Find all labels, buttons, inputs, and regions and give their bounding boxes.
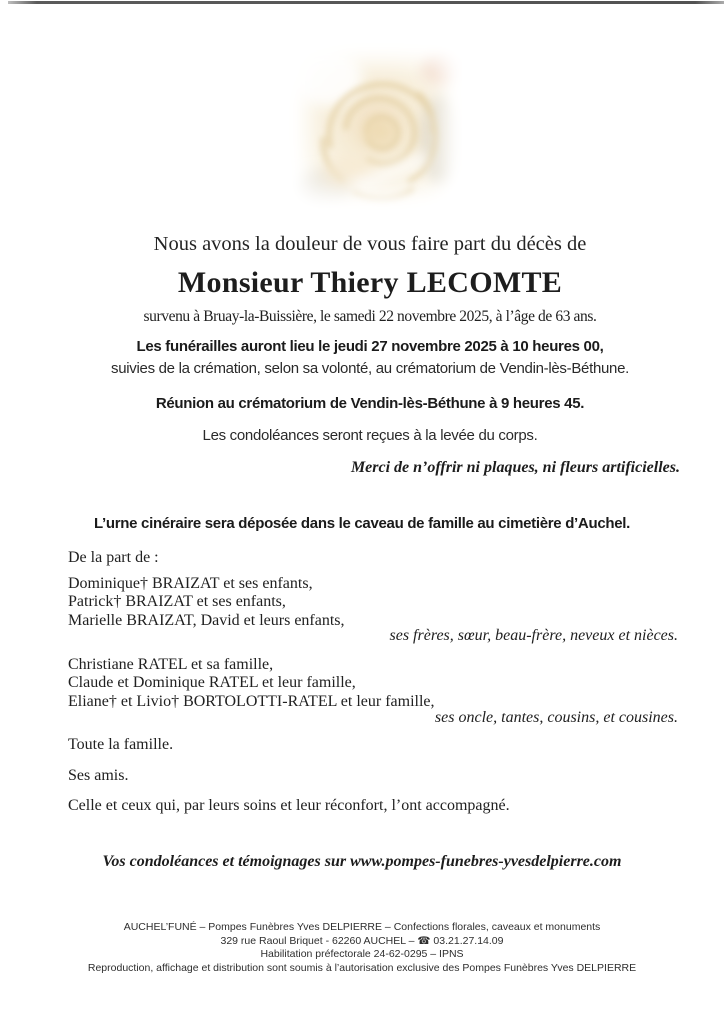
announcement-intro: Nous avons la douleur de vous faire part du décès de [153,233,587,255]
no-flowers-line: Merci de n’offrir ni plaques, ni fleurs artificielles. [350,459,680,476]
from-label: De la part de : [68,549,159,566]
footer-reproduction-line: Reproduction, affichage et distribution sont soumis à l’autorisation exclusive des Pompes Funèbres Yves DELPIERRE [87,962,637,975]
family-member-line: Dominique† BRAIZAT et ses enfants, [68,575,313,592]
death-details: survenu à Bruay-la-Buissière, le samedi 22 novembre 2025, à l’âge de 63 ans. [143,308,597,325]
family-group-siblings [68,575,345,630]
footer-phone-number: 03.21.27.14.09 [430,934,504,947]
family-member-line: Christiane RATEL et sa famille, [68,656,274,673]
family-member-line: Claude et Dominique RATEL et leur famille, [68,674,356,692]
family-member-line: Eliane† et Livio† BORTOLOTTI-RATEL et leur famille, [68,692,435,710]
footer-company-line: AUCHEL’FUNÉ – Pompes Funèbres Yves DELPIERRE – Confections florales, caveaux et monuments [123,921,601,933]
family-member-line: Patrick† BRAIZAT et ses enfants, [68,593,286,611]
footer-address-line [0,935,724,949]
meeting-line: Réunion au crématorium de Vendin-lès-Béthune à 9 heures 45. [155,395,585,412]
phone-icon: ☎ [417,934,431,947]
caregivers-line: Celle et ceux qui, par leurs soins et leur réconfort, l’ont accompagné. [68,797,510,814]
footer-address-text: 329 rue Raoul Briquet - 62260 AUCHEL – [220,934,418,947]
urn-line: L’urne cinéraire sera déposée dans le caveau de famille au cimetière d’Auchel. [93,515,631,532]
cremation-line: suivies de la crémation, selon sa volonté, au crématorium de Vendin-lès-Béthune. [111,360,629,377]
scan-artifact-top-edge [8,1,724,4]
rose-illustration [287,42,462,212]
deceased-name: Monsieur Thiery LECOMTE [177,266,563,299]
whole-family-line: Toute la famille. [68,736,174,753]
condolences-reception-line: Les condoléances seront reçues à la levée du corps. [202,427,538,444]
friends-line: Ses amis. [68,767,129,784]
relation-relatives-line: ses oncle, tantes, cousins, et cousines. [434,709,678,726]
website-condolences-line: Vos condoléances et témoignages sur www.pompes-funebres-yvesdelpierre.com [102,853,622,870]
white-rose-photo [287,42,462,212]
funeral-date-line: Les funérailles auront lieu le jeudi 27 novembre 2025 à 10 heures 00, [136,338,604,355]
family-member-line: Marielle BRAIZAT, David et leurs enfants, [68,611,345,629]
family-group-relatives [68,656,435,711]
funeral-home-footer [0,921,724,976]
relation-siblings-line: ses frères, sœur, beau-frère, neveux et nièces. [389,627,678,644]
footer-habilitation-line: Habilitation préfectorale 24-62-0295 – IPNS [260,948,464,961]
